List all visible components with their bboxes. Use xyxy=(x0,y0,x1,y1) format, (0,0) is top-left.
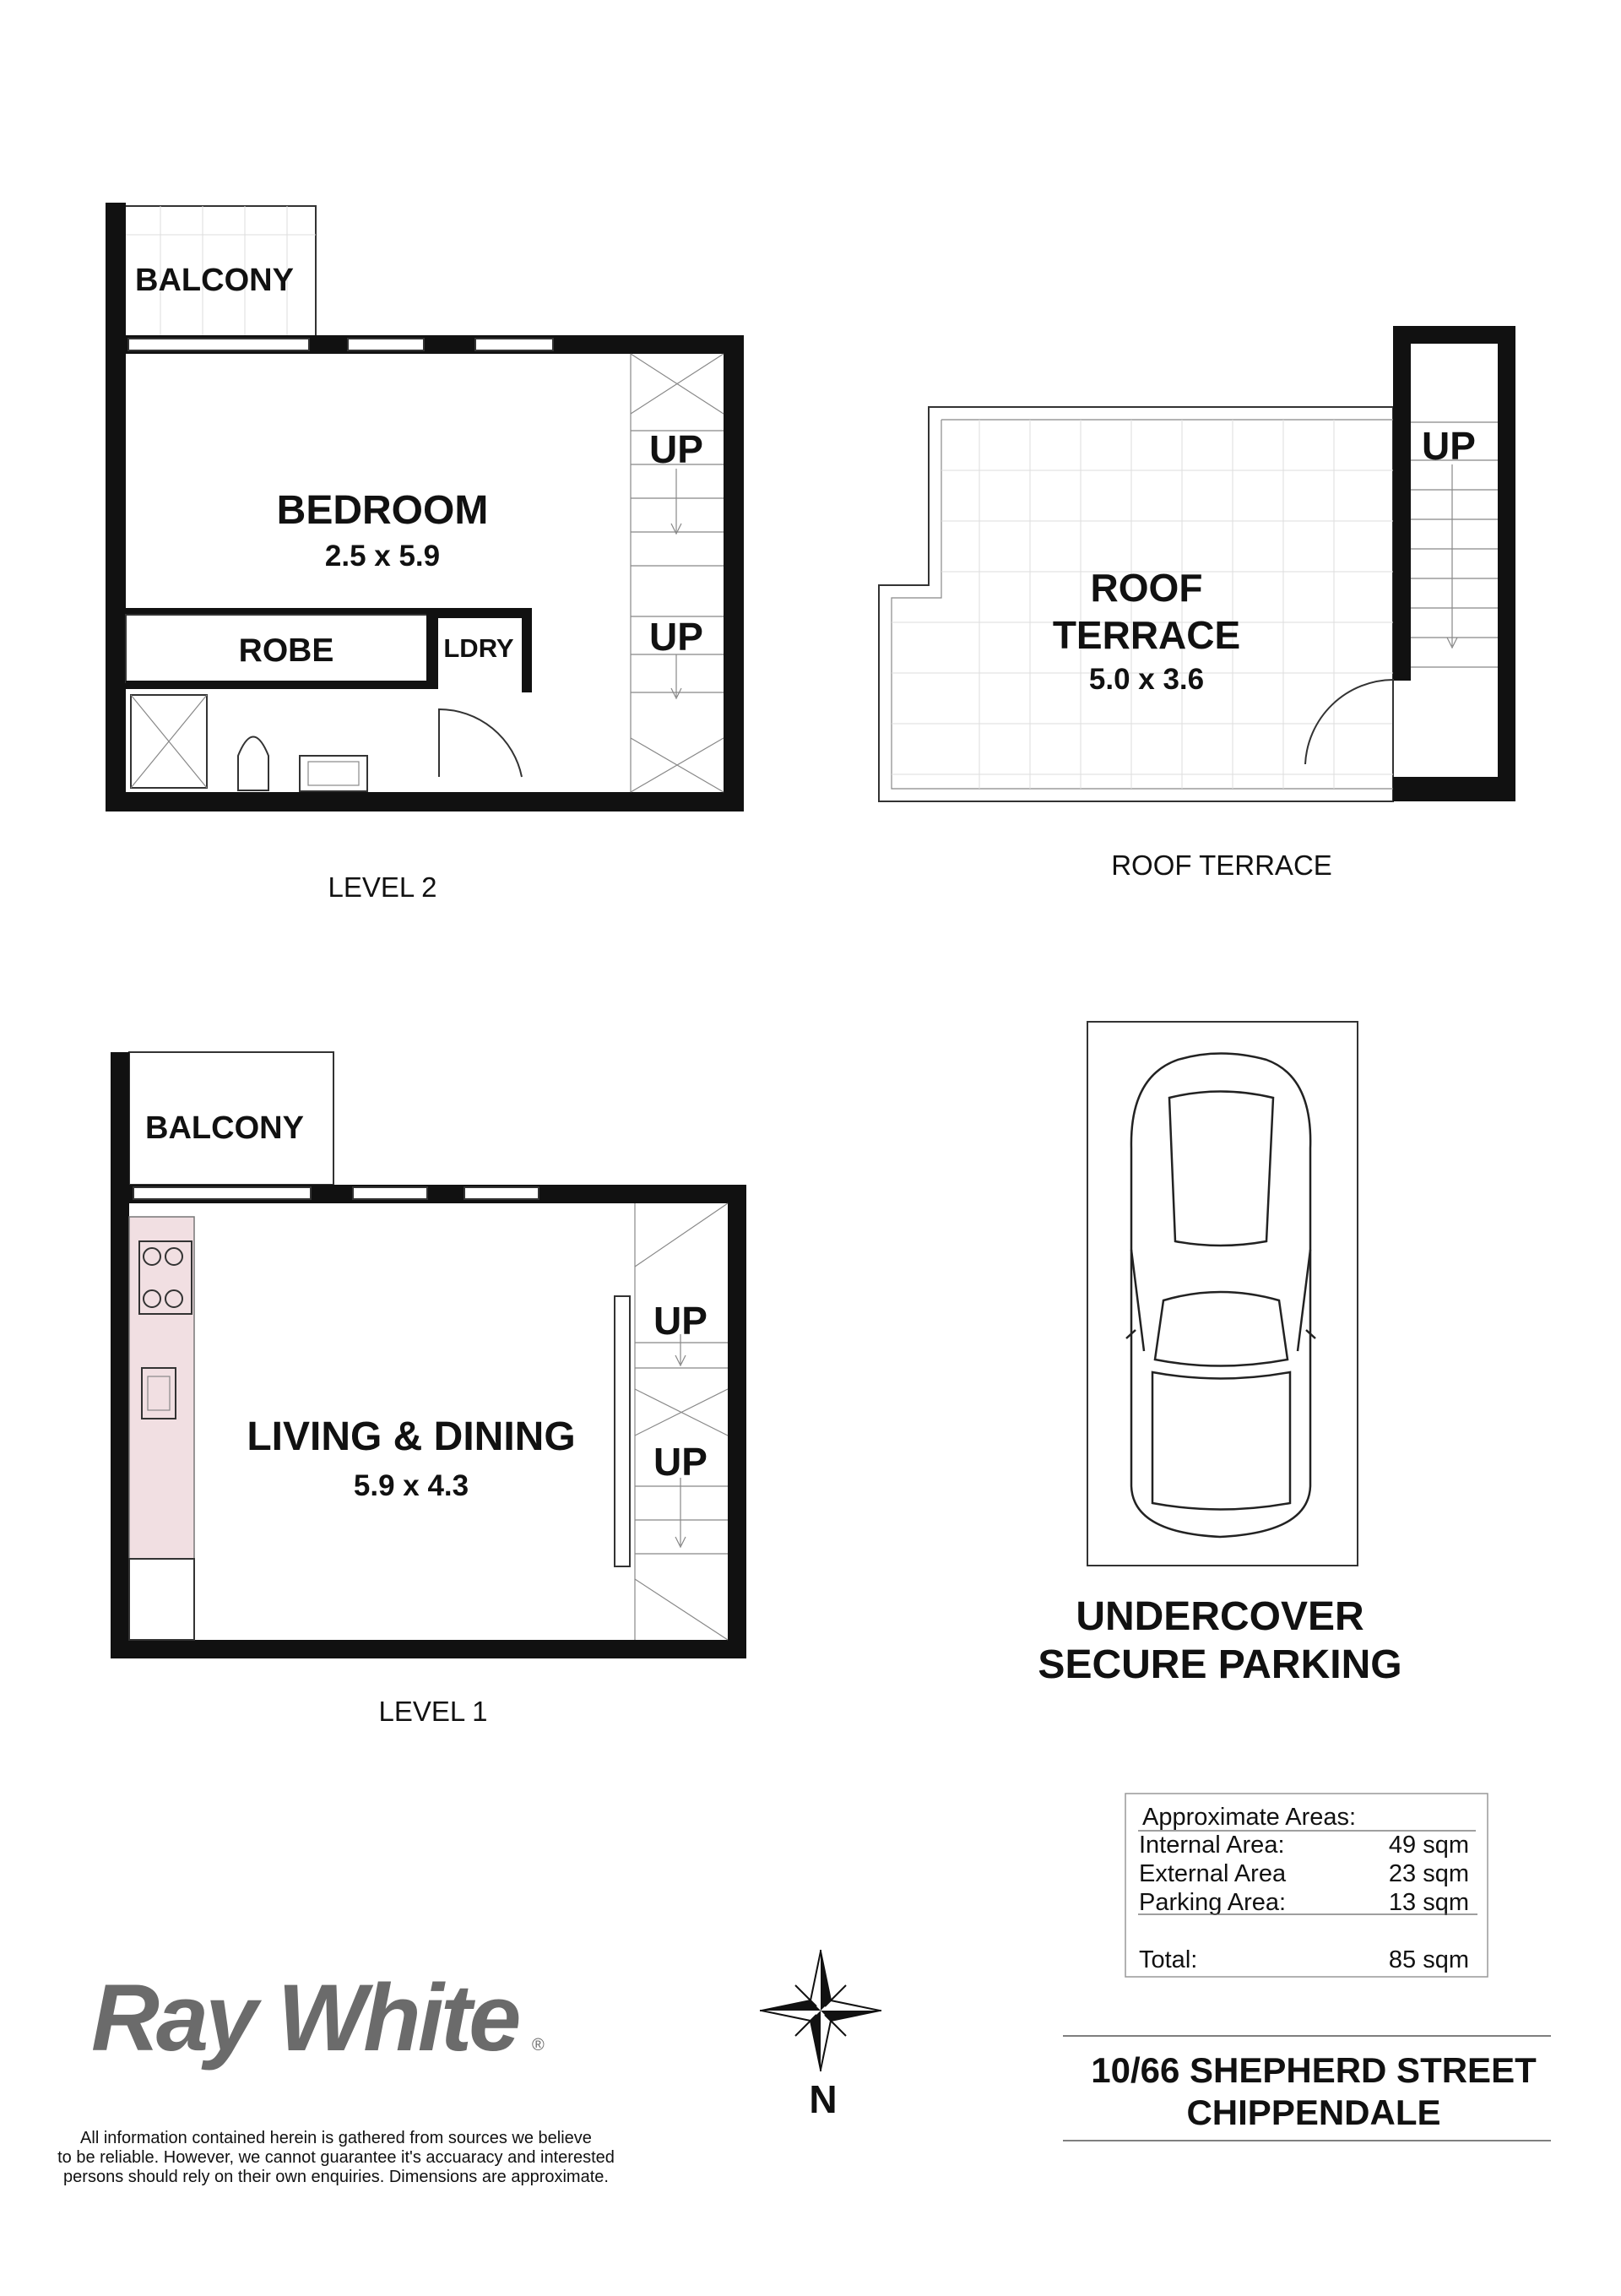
basin-icon xyxy=(300,756,367,791)
level2-balcony-label: BALCONY xyxy=(135,263,294,298)
disclaimer-line: to be reliable. However, we cannot guarantee it's accuaracy and interested xyxy=(57,2148,615,2167)
fridge-space xyxy=(129,1559,194,1640)
wall xyxy=(728,1185,746,1658)
level-1-plan xyxy=(111,1052,746,1727)
window xyxy=(353,1187,427,1199)
car-icon xyxy=(1126,1054,1315,1538)
level1-balcony-label: BALCONY xyxy=(145,1110,304,1146)
stairs-up-label: UP xyxy=(653,1440,707,1484)
stairs-up-label: UP xyxy=(1422,424,1476,468)
area-row-label: Parking Area: xyxy=(1139,1889,1287,1916)
toilet-icon xyxy=(238,737,268,791)
roof-terrace-size: 5.0 x 3.6 xyxy=(1088,663,1205,696)
wall xyxy=(1393,326,1515,344)
basin-bowl xyxy=(308,762,359,785)
roof-terrace-name-line1: ROOF xyxy=(1090,566,1203,610)
parking-plan xyxy=(1038,1022,1401,1687)
roof-terrace-title: ROOF TERRACE xyxy=(1111,849,1332,881)
parking-bay xyxy=(1087,1022,1358,1566)
sliding-door xyxy=(128,339,309,350)
wall xyxy=(1393,326,1411,681)
wall xyxy=(1393,777,1515,801)
wall xyxy=(1498,326,1515,801)
address-block xyxy=(1063,2036,1551,2141)
window xyxy=(475,339,553,350)
wall xyxy=(106,203,126,811)
compass-north-label: N xyxy=(809,2077,838,2121)
disclaimer-line: persons should rely on their own enquiries. Dimensions are approximate. xyxy=(63,2168,609,2186)
wall xyxy=(106,792,744,811)
window xyxy=(464,1187,539,1199)
area-row-value: 13 sqm xyxy=(1388,1889,1469,1916)
area-total-value: 85 sqm xyxy=(1388,1946,1469,1973)
address-line1: 10/66 SHEPHERD STREET xyxy=(1091,2050,1537,2090)
stairs-up-label: UP xyxy=(649,427,703,471)
address-line2: CHIPPENDALE xyxy=(1186,2092,1441,2132)
area-row-value: 49 sqm xyxy=(1388,1832,1469,1859)
wall xyxy=(522,608,532,692)
sliding-door xyxy=(133,1187,311,1199)
living-dining-label: LIVING & DINING xyxy=(247,1414,576,1459)
ray-white-logo xyxy=(91,1965,545,2071)
door-swing xyxy=(439,709,522,777)
registered-mark: ® xyxy=(532,2036,545,2054)
level1-stairs xyxy=(615,1203,728,1640)
wall xyxy=(426,608,438,686)
roof-terrace-name-line2: TERRACE xyxy=(1052,613,1241,657)
window xyxy=(348,339,424,350)
wall xyxy=(126,681,438,689)
logo-text: Ray White xyxy=(91,1965,518,2071)
area-row-label: External Area xyxy=(1139,1860,1287,1887)
level2-stairs xyxy=(631,354,724,792)
wall xyxy=(426,608,532,618)
wall xyxy=(111,1640,746,1658)
living-dining-size: 5.9 x 4.3 xyxy=(353,1469,469,1502)
disclaimer-line: All information contained herein is gathered from sources we believe xyxy=(80,2129,592,2147)
wall xyxy=(724,335,744,811)
stairs-up-label: UP xyxy=(649,615,703,659)
area-row-value: 23 sqm xyxy=(1388,1860,1469,1887)
robe-label: ROBE xyxy=(238,632,334,669)
level1-title: LEVEL 1 xyxy=(378,1696,488,1727)
parking-label-line2: SECURE PARKING xyxy=(1038,1642,1402,1687)
area-row-label: Internal Area: xyxy=(1139,1832,1285,1859)
level2-title: LEVEL 2 xyxy=(328,871,437,903)
area-total-label: Total: xyxy=(1139,1946,1198,1973)
disclaimer xyxy=(57,2129,615,2186)
areas-table xyxy=(1125,1794,1488,1977)
roof-terrace-plan xyxy=(879,326,1515,881)
laundry-label: LDRY xyxy=(443,633,514,663)
parking-label-line1: UNDERCOVER xyxy=(1076,1594,1364,1639)
shower-drain-lines xyxy=(131,695,207,788)
areas-heading: Approximate Areas: xyxy=(1142,1804,1357,1831)
level-2-plan xyxy=(106,203,744,903)
compass-rose-icon xyxy=(760,1950,881,2071)
bedroom-size: 2.5 x 5.9 xyxy=(324,540,441,573)
stairs-up-label: UP xyxy=(653,1299,707,1343)
bedroom-label: BEDROOM xyxy=(276,488,489,533)
wall xyxy=(111,1052,129,1658)
door-swing xyxy=(1305,680,1393,764)
wall xyxy=(126,608,438,615)
